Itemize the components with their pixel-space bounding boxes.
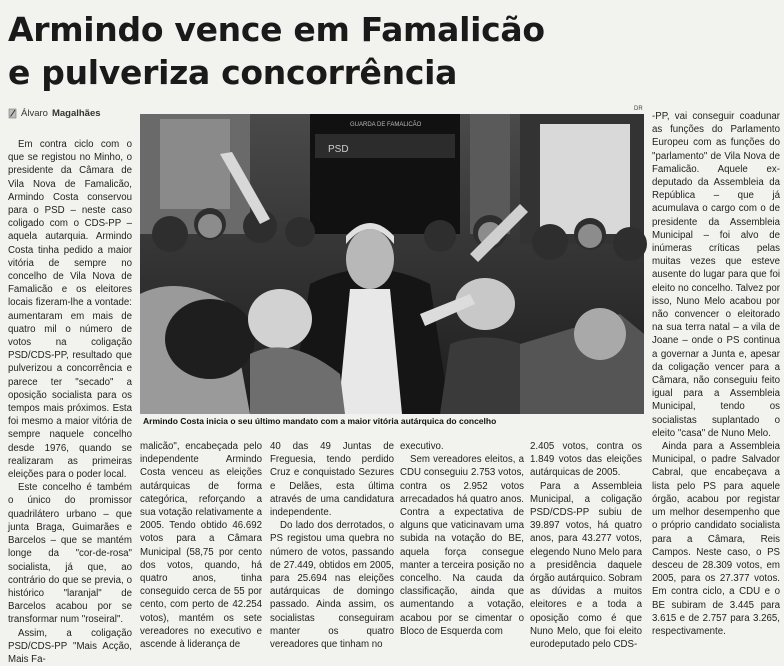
text-column-5 [530, 440, 642, 651]
text-column-1 [8, 138, 132, 666]
paragraph: Em contra ciclo com o que se registou no Minho, o presidente da Câmara de Vila Nova de Famalicão, Armindo Costa conservou para o PSD – neste caso coligado com o CDS-PP – aquela autarquia. Armindo Costa tinha pedido a maior vitória de sempre no concelho de Vila Nova de Famalicão e os eleitores locais fizeram-lhe a vontade: aumentaram em mais de quatro mil o número de votos na coligação PSD/CDS-PP, resultado que pulverizou a concorrência e parece ter "secado" a oposição socialista para os tempos mais próximos. Esta foi mesmo a maior vitória de sempre naquele concelho desde 1976, quando se realizaram as primeiras eleições para o poder local. [8, 139, 132, 481]
photo-sign-top: GUARDA DE FAMALICÃO [350, 122, 422, 128]
text-column-3 [270, 440, 394, 651]
paragraph: Sem vereadores eleitos, a CDU conseguiu 2.753 votos, contra os 2.952 votos arrecadados há quatro anos. Contra a expectativa de alguns que vaticinavam uma subida na votação do BE, aquela força consegue manter a terceira posição no concelho. Na cauda da classificação, ainda que aumentando a votação, acabou por se cimentar o Bloco de Esquerda com [400, 454, 524, 637]
photo-sign-psd: PSD [328, 144, 349, 155]
article-photo [140, 114, 644, 414]
byline-last-name: Magalhães [51, 108, 101, 119]
headline-line-1: Armindo vence em Famalicão [8, 10, 545, 49]
paragraph: -PP, vai conseguir coadunar as funções do Parlamento Europeu com as funções do "parlamento" de Vila Nova de Famalicão. Aquele ex-deputado da Assembleia da República – que já acumulava o cargo com o de presidente da Assembleia Municipal – foi alvo de inúmeras críticas pelas muitas vezes que esteve ausente do lugar para que foi eleito no concelho. Talvez por isso, Nuno Melo acabou por não convencer o eleitorado na sua terra natal – a vila de Joane – onde o PS continua a governar a Junta e, apesar da coligação vencer para a Câmara, não conseguiu feito igual para a Assembleia Municipal, tendo os socialistas suplantado o eleito "casa" de Nuno Melo. [652, 111, 780, 439]
paragraph: Este concelho é também o único do promissor quadrilátero urbano – que junta Braga, Guimarães e Barcelos – que se mantém longe da "cor-de-rosa" socialista, já que, ao contrário do que se previa, o histórico "laranjal" de Barcelos acabou por se transformar num "roseiral". [8, 482, 132, 626]
paragraph: malicão", encabeçada pelo independente Armindo Costa venceu as eleições autárquicas de forma categórica, reforçando a sua votação relativamente a 2005. Tendo obtido 46.692 votos para a Câmara Municipal (58,75 por cento dos votos, quando, há quatro anos, tinha conseguido cerca de 55 por cento, com perto de 42.254 votos), mantém os sete vereadores no executivo e ascende à liderança de [140, 441, 262, 651]
paragraph: Do lado dos derrotados, o PS registou uma quebra no número de votos, passando de 27.449, obtidos em 2005, para 25.694 nas eleições autárquicas de domingo passado. Ainda assim, os socialistas conseguiram manter os quatro vereadores que tinham no [270, 520, 394, 651]
text-column-2 [140, 440, 262, 651]
text-column-4 [400, 440, 524, 638]
paragraph: executivo. [400, 441, 444, 452]
text-column-6 [652, 110, 780, 638]
pen-icon [8, 108, 17, 119]
paragraph: 40 das 49 Juntas de Freguesia, tendo perdido Cruz e conquistado Sezures e Delães, esta última através de uma candidatura independente. [270, 441, 394, 519]
photo-caption: Armindo Costa inicia o seu último mandato com a maior vitória autárquica do concelho [143, 416, 497, 426]
headline-line-2: e pulveriza concorrência [8, 53, 458, 92]
byline [8, 108, 101, 119]
photo-credit: DR [634, 106, 643, 112]
paragraph: Ainda para a Assembleia Municipal, o padre Salvador Cabral, que encabeçava a lista pelo PS para aquele órgão, acabou por registar um melhor desempenho que o próprio candidato socialista para a Câmara, Reis Campos. Neste caso, o PS desceu de 28.309 votos, em 2005, para os 27.377 votos. Em contra ciclo, a CDU e o BE subiram de 3.445 para 3.615 e de 2.757 para 3.265, respectivamente. [652, 441, 780, 637]
crowd-photo-illustration [140, 114, 644, 414]
paragraph: Assim, a coligação PSD/CDS-PP "Mais Acção, Mais Fa- [8, 627, 132, 665]
paragraph: 2.405 votos, contra os 1.849 votos das eleições autárquicas de 2005. [530, 441, 642, 479]
byline-first-name: Álvaro [21, 108, 48, 119]
paragraph: Para a Assembleia Municipal, a coligação PSD/CDS-PP subiu de 39.897 votos, há quatro anos, para 43.277 votos, elegendo Nuno Melo para a presidência daquele órgão autárquico. Sobram as dúvidas a muitos eleitores e a toda a oposição como é que Nuno Melo, que foi eleito eurodeputado pelo CDS- [530, 480, 643, 651]
headline [8, 8, 568, 94]
